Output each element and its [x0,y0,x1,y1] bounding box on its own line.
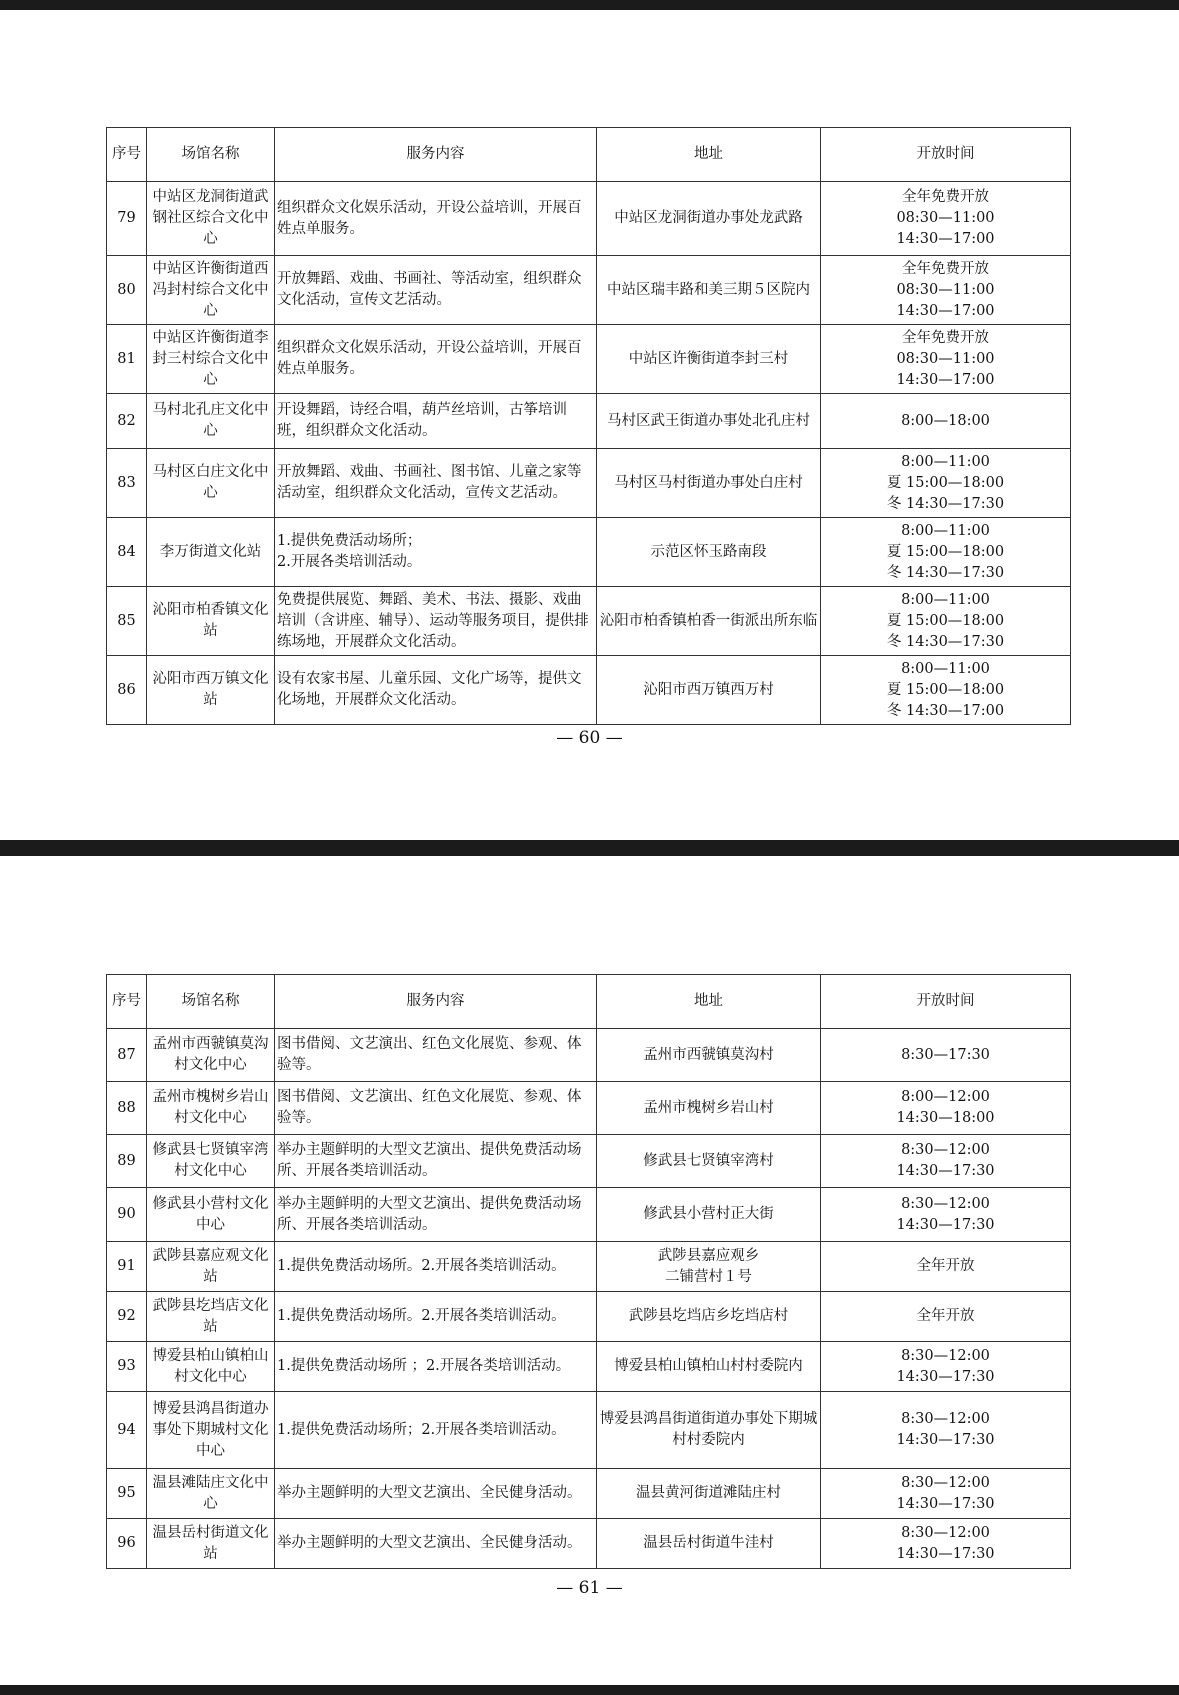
cell-service: 图书借阅、文艺演出、红色文化展览、参观、体验等。 [275,1082,597,1135]
table-row [107,1242,1071,1292]
table-row [107,1188,1071,1242]
cell-hours: 全年免费开放 08:30—11:00 14:30—17:00 [821,182,1071,256]
table-row [107,1292,1071,1342]
cell-service: 图书借阅、文艺演出、红色文化展览、参观、体验等。 [275,1029,597,1082]
table-row [107,656,1071,725]
cell-hours: 8:30—12:00 14:30—17:30 [821,1188,1071,1242]
cell-address: 博爱县柏山镇柏山村村委院内 [597,1342,821,1392]
cell-hours: 8:30—12:00 14:30—17:30 [821,1469,1071,1519]
table-header-row [107,975,1071,1029]
cell-hours: 8:30—12:00 14:30—17:30 [821,1135,1071,1188]
cell-no: 93 [107,1342,147,1392]
cell-venue-name: 武陟县圪垱店文化站 [147,1292,275,1342]
cell-hours: 8:30—12:00 14:30—17:30 [821,1519,1071,1569]
cell-address: 孟州市槐树乡岩山村 [597,1082,821,1135]
table-header-row [107,128,1071,182]
table-row [107,1135,1071,1188]
header-no: 序号 [107,975,147,1029]
cell-hours: 全年开放 [821,1292,1071,1342]
cell-address: 修武县七贤镇宰湾村 [597,1135,821,1188]
cell-no: 80 [107,256,147,325]
cell-venue-name: 温县滩陆庄文化中心 [147,1469,275,1519]
table-row [107,1519,1071,1569]
venue-table [106,127,1071,725]
cell-service: 免费提供展览、舞蹈、美术、书法、摄影、戏曲培训（含讲座、辅导）、运动等服务项目，提供排练场地，开展群众文化活动。 [275,587,597,656]
header-venue-name: 场馆名称 [147,128,275,182]
document-page-60 [0,10,1179,840]
cell-address: 武陟县圪垱店乡圪垱店村 [597,1292,821,1342]
cell-service: 举办主题鲜明的大型文艺演出、全民健身活动。 [275,1469,597,1519]
cell-hours: 全年免费开放 08:30—11:00 14:30—17:00 [821,256,1071,325]
cell-venue-name: 马村区白庄文化中心 [147,449,275,518]
table-row [107,1082,1071,1135]
cell-address: 马村区马村街道办事处白庄村 [597,449,821,518]
cell-venue-name: 修武县七贤镇宰湾村文化中心 [147,1135,275,1188]
table-row [107,182,1071,256]
cell-no: 86 [107,656,147,725]
table-row [107,1029,1071,1082]
cell-address: 温县黄河街道滩陆庄村 [597,1469,821,1519]
cell-hours: 8:00—11:00 夏 15:00—18:00 冬 14:30—17:30 [821,449,1071,518]
cell-service: 举办主题鲜明的大型文艺演出、提供免费活动场所、开展各类培训活动。 [275,1188,597,1242]
cell-hours: 8:30—12:00 14:30—17:30 [821,1392,1071,1469]
cell-hours: 全年开放 [821,1242,1071,1292]
cell-hours: 8:00—11:00 夏 15:00—18:00 冬 14:30—17:30 [821,587,1071,656]
cell-service: 1.提供免费活动场所；2.开展各类培训活动。 [275,1392,597,1469]
cell-address: 沁阳市西万镇西万村 [597,656,821,725]
cell-service: 设有农家书屋、儿童乐园、文化广场等，提供文化场地，开展群众文化活动。 [275,656,597,725]
cell-venue-name: 中站区许衡街道李封三村综合文化中心 [147,325,275,394]
header-address: 地址 [597,128,821,182]
cell-venue-name: 武陟县嘉应观文化站 [147,1242,275,1292]
cell-venue-name: 博爱县柏山镇柏山村文化中心 [147,1342,275,1392]
cell-no: 88 [107,1082,147,1135]
cell-no: 87 [107,1029,147,1082]
cell-address: 温县岳村街道牛洼村 [597,1519,821,1569]
cell-hours: 8:00—11:00 夏 15:00—18:00 冬 14:30—17:30 [821,518,1071,587]
cell-no: 89 [107,1135,147,1188]
table-row [107,1469,1071,1519]
cell-service: 1.提供免费活动场所； 2.开展各类培训活动。 [275,518,597,587]
cell-service: 举办主题鲜明的大型文艺演出、全民健身活动。 [275,1519,597,1569]
page-number: — 60 — [556,728,623,748]
cell-hours: 8:00—18:00 [821,394,1071,449]
cell-address: 中站区瑞丰路和美三期５区院内 [597,256,821,325]
cell-address: 博爱县鸿昌街道街道办事处下期城村村委院内 [597,1392,821,1469]
cell-no: 79 [107,182,147,256]
cell-no: 82 [107,394,147,449]
cell-service: 组织群众文化娱乐活动，开设公益培训，开展百姓点单服务。 [275,325,597,394]
table-row [107,587,1071,656]
cell-venue-name: 李万街道文化站 [147,518,275,587]
cell-address: 马村区武王街道办事处北孔庄村 [597,394,821,449]
cell-no: 96 [107,1519,147,1569]
cell-venue-name: 博爱县鸿昌街道办事处下期城村文化中心 [147,1392,275,1469]
header-hours: 开放时间 [821,128,1071,182]
cell-no: 91 [107,1242,147,1292]
header-no: 序号 [107,128,147,182]
cell-venue-name: 孟州市西虢镇莫沟村文化中心 [147,1029,275,1082]
table-row [107,394,1071,449]
cell-no: 81 [107,325,147,394]
cell-venue-name: 修武县小营村文化中心 [147,1188,275,1242]
cell-venue-name: 中站区许衡街道西冯封村综合文化中心 [147,256,275,325]
table-row [107,256,1071,325]
document-page-61 [0,856,1179,1685]
header-venue-name: 场馆名称 [147,975,275,1029]
table-row [107,449,1071,518]
cell-address: 修武县小营村正大街 [597,1188,821,1242]
cell-no: 94 [107,1392,147,1469]
header-hours: 开放时间 [821,975,1071,1029]
cell-service: 1.提供免费活动场所。2.开展各类培训活动。 [275,1292,597,1342]
cell-venue-name: 中站区龙洞街道武钢社区综合文化中心 [147,182,275,256]
cell-no: 90 [107,1188,147,1242]
cell-address: 中站区龙洞街道办事处龙武路 [597,182,821,256]
cell-service: 开设舞蹈，诗经合唱，葫芦丝培训，古筝培训班，组织群众文化活动。 [275,394,597,449]
cell-service: 1.提供免费活动场所。2.开展各类培训活动。 [275,1242,597,1292]
cell-no: 83 [107,449,147,518]
cell-no: 92 [107,1292,147,1342]
cell-service: 开放舞蹈、戏曲、书画社、等活动室，组织群众文化活动，宣传文艺活动。 [275,256,597,325]
cell-hours: 8:00—11:00 夏 15:00—18:00 冬 14:30—17:00 [821,656,1071,725]
cell-address: 孟州市西虢镇莫沟村 [597,1029,821,1082]
cell-address: 沁阳市柏香镇柏香一街派出所东临 [597,587,821,656]
cell-venue-name: 沁阳市柏香镇文化站 [147,587,275,656]
cell-address: 示范区怀玉路南段 [597,518,821,587]
table-row [107,1342,1071,1392]
cell-venue-name: 沁阳市西万镇文化站 [147,656,275,725]
cell-venue-name: 孟州市槐树乡岩山村文化中心 [147,1082,275,1135]
cell-hours: 8:30—17:30 [821,1029,1071,1082]
cell-venue-name: 温县岳村街道文化站 [147,1519,275,1569]
cell-service: 举办主题鲜明的大型文艺演出、提供免费活动场所、开展各类培训活动。 [275,1135,597,1188]
cell-hours: 全年免费开放 08:30—11:00 14:30—17:00 [821,325,1071,394]
cell-service: 1.提供免费活动场所 ；2.开展各类培训活动。 [275,1342,597,1392]
header-address: 地址 [597,975,821,1029]
cell-hours: 8:30—12:00 14:30—17:30 [821,1342,1071,1392]
table-row [107,1392,1071,1469]
header-service: 服务内容 [275,128,597,182]
table-row [107,325,1071,394]
cell-no: 85 [107,587,147,656]
cell-address: 武陟县嘉应观乡 二铺营村１号 [597,1242,821,1292]
header-service: 服务内容 [275,975,597,1029]
cell-service: 组织群众文化娱乐活动，开设公益培训，开展百姓点单服务。 [275,182,597,256]
cell-no: 84 [107,518,147,587]
cell-service: 开放舞蹈、戏曲、书画社、图书馆、儿童之家等活动室，组织群众文化活动，宣传文艺活动。 [275,449,597,518]
cell-no: 95 [107,1469,147,1519]
table-row [107,518,1071,587]
venue-table [106,974,1071,1569]
cell-hours: 8:00—12:00 14:30—18:00 [821,1082,1071,1135]
cell-address: 中站区许衡街道李封三村 [597,325,821,394]
page-number: — 61 — [556,1578,623,1598]
cell-venue-name: 马村北孔庄文化中心 [147,394,275,449]
